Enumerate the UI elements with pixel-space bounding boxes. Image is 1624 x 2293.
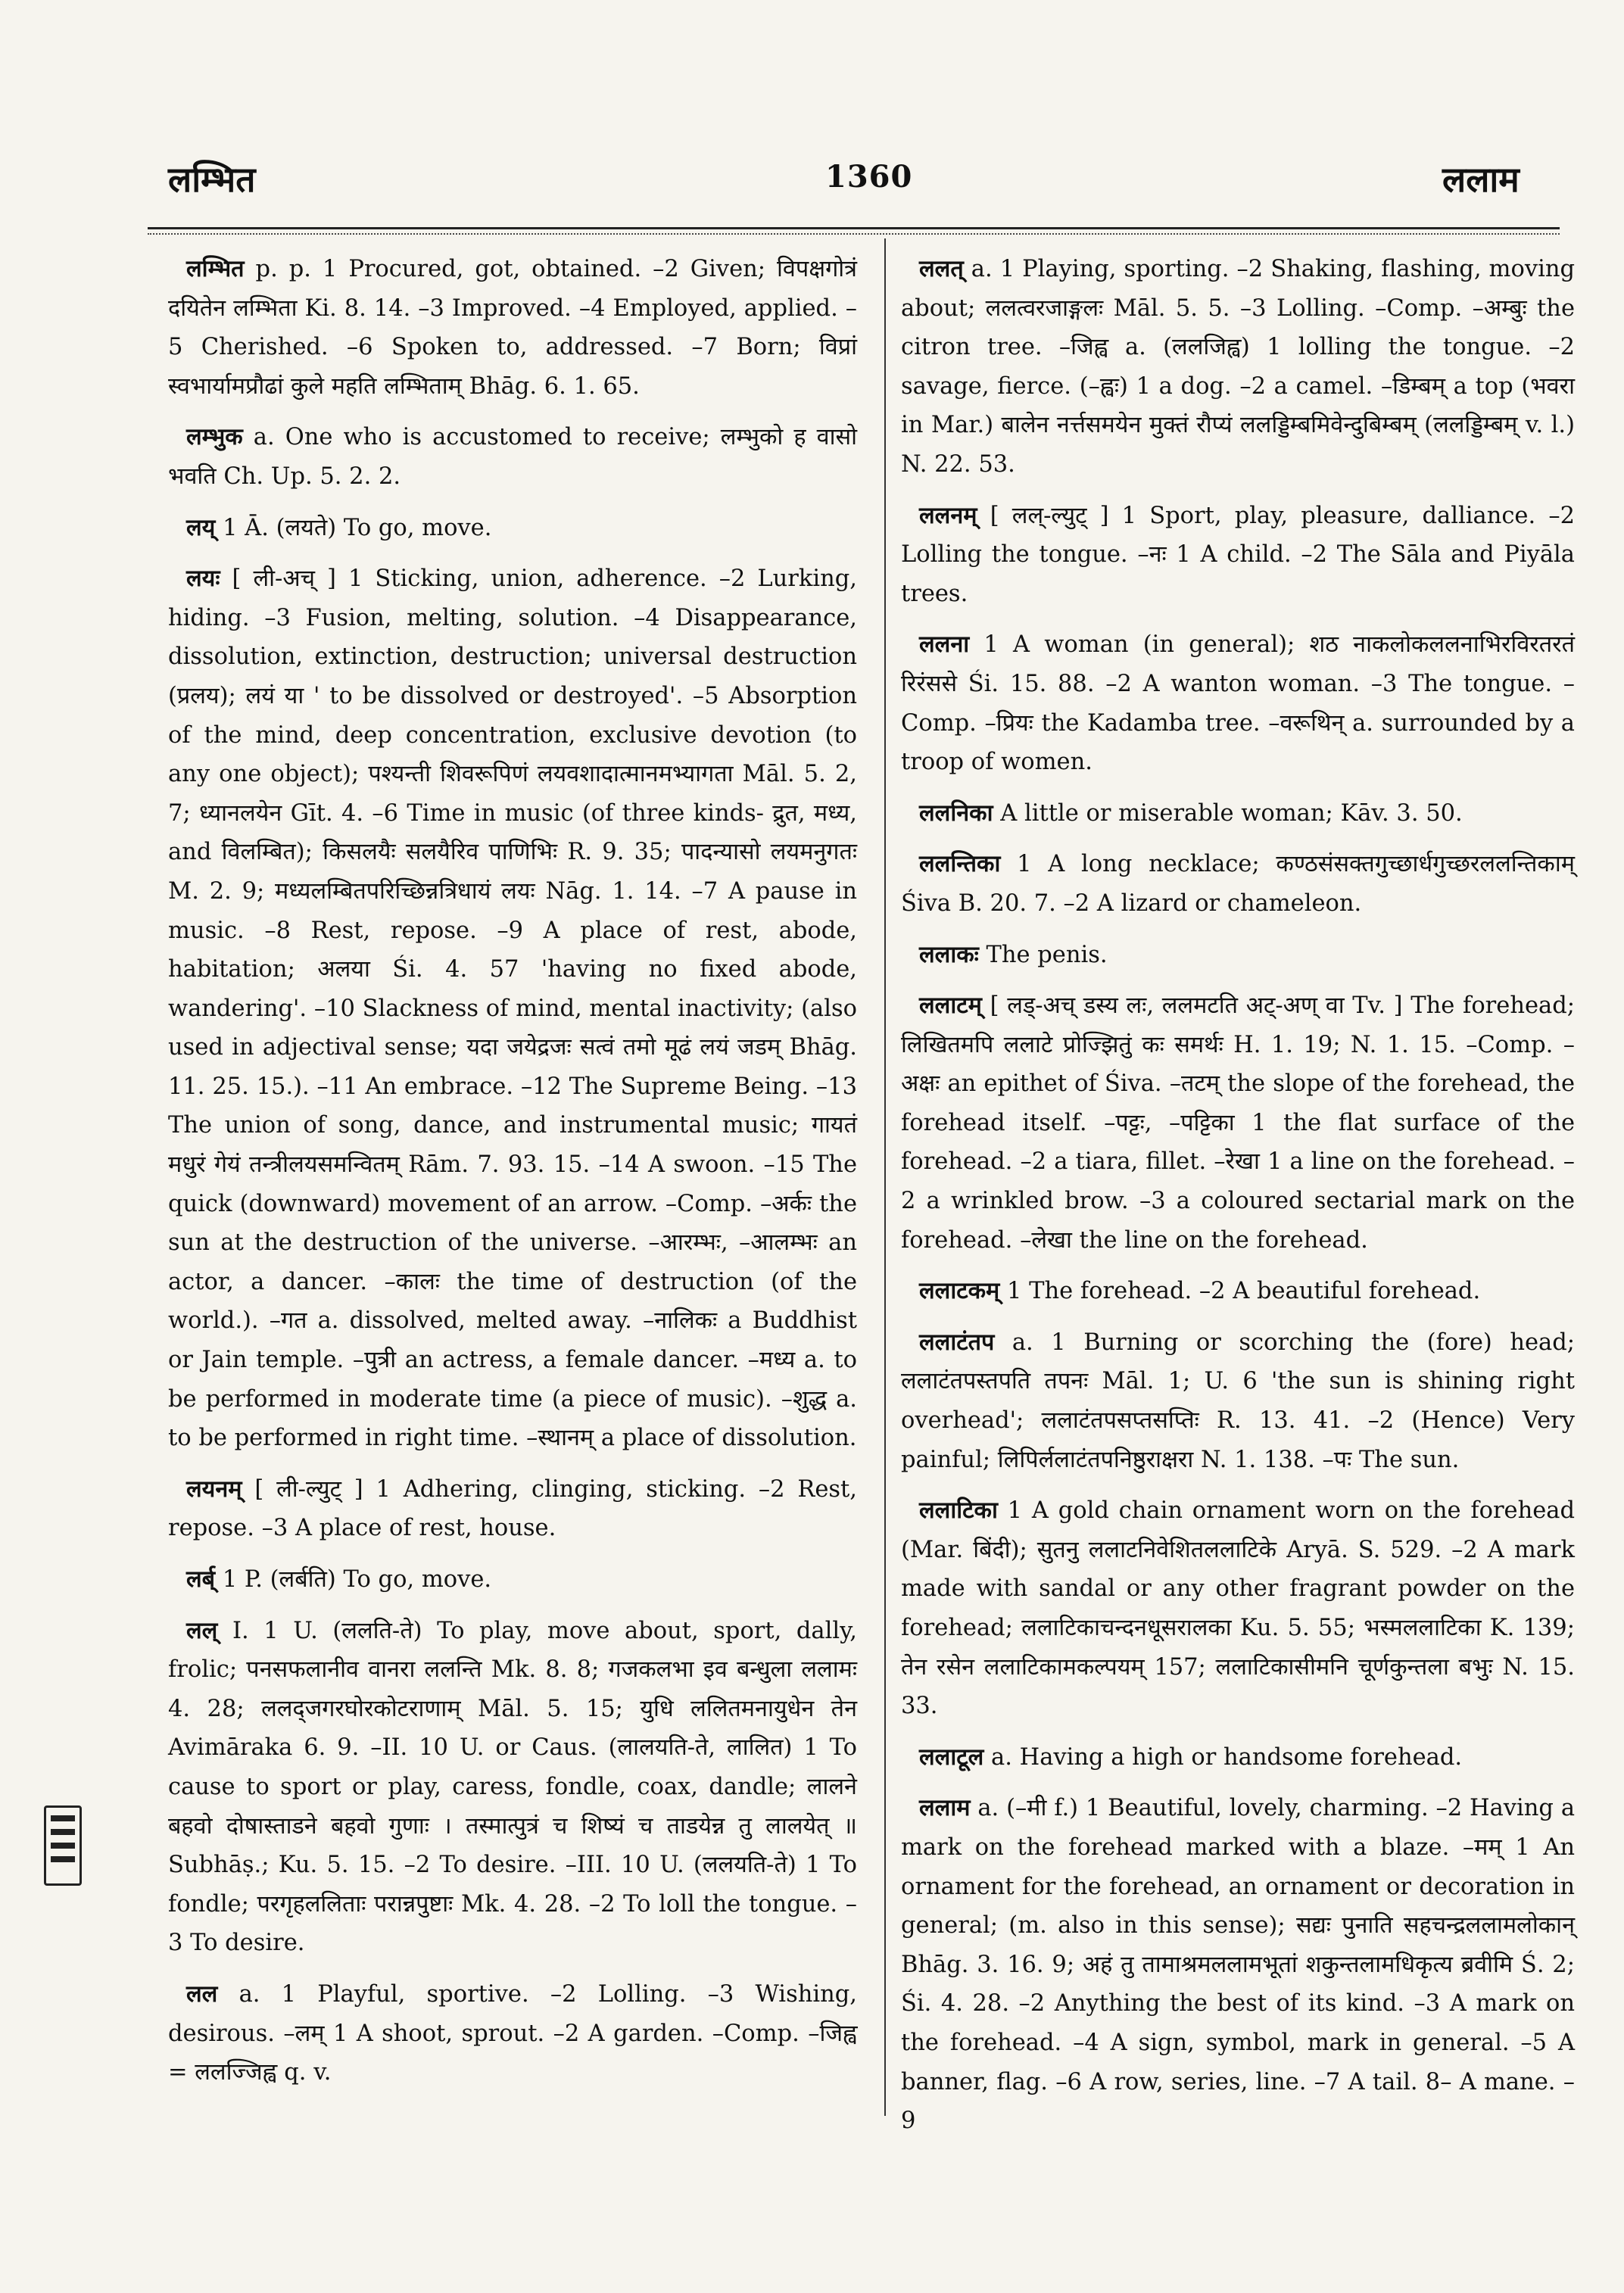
- dictionary-entry: [901, 1272, 1575, 1311]
- definition: I. 1 U. (ललति-ते) To play, move about, sport, dally, frolic; पनसफलानीव वानरा ललन्ति Mk. 8. 8; गजकलभा इव बन्धुला ललामः 4. 28; ललद्जगरघोरकोटराणाम् Māl. 5. 15; युधि ललितमनायुधेन तेन Avimāraka 6. 9. –II. 10 U. or Caus. (लालयति-ते, लालित) 1 To cause to sport or play, caress, fondle, coax, dandle; लालने बहवो दोषास्ताडने बहवो गुणाः । तस्मात्पुत्रं च शिष्यं च ताडयेन्न तु लालयेत् ॥ Subhāṣ.; Ku. 5. 15. –2 To desire. –III. 10 U. (ललयति-ते) 1 To fondle; परगृहललिताः परान्नपुष्टाः Mk. 4. 28. –2 To loll the tongue. –3 To desire.: [168, 1617, 858, 1957]
- column-divider: [884, 238, 886, 2116]
- headword: ललनम्: [919, 501, 977, 529]
- headword: लर्ब्: [186, 1566, 216, 1593]
- headword: ललनिका: [919, 799, 993, 827]
- headword: ललाटूल: [919, 1743, 984, 1771]
- right-column: [901, 250, 1575, 2153]
- definition: 1 A gold chain ornament worn on the forehead (Mar. बिंदी); सुतनु ललाटनिवेशितललाटिके Aryā. S. 529. –2 A mark made with sandal or any other fragrant powder on the forehead; ललाटिकाचन्दनधूसरालका Ku. 5. 55; भस्मललाटिका K. 139; तेन रसेन ललाटिकामकल्पयम् 157; ललाटिकासीमनि चूर्णकुन्तला बभुः N. 15. 33.: [901, 1497, 1575, 1720]
- definition: [ लल्-ल्युट् ] 1 Sport, play, pleasure, dalliance. –2 Lolling the tongue. –नः 1 A child. –2 The Sāla and Piyāla trees.: [901, 502, 1575, 607]
- dictionary-entry: [901, 845, 1575, 923]
- dictionary-entry: [168, 418, 857, 496]
- definition: 1 A long necklace; कण्ठसंसक्तगुच्छार्धगुच्छरललन्तिकाम् Śiva B. 20. 7. –2 A lizard or chameleon.: [901, 851, 1575, 917]
- dictionary-entry: [901, 1323, 1575, 1479]
- definition: a. One who is accustomed to receive; लम्भुको ह वासो भवति Ch. Up. 5. 2. 2.: [168, 424, 857, 490]
- definition: a. Having a high or handsome forehead.: [991, 1743, 1463, 1771]
- headword: ललना: [919, 631, 970, 659]
- dictionary-entry: [901, 1738, 1575, 1777]
- definition: a. (–मी f.) 1 Beautiful, lovely, charming. –2 Having a mark on the forehead marked with a blaze. –मम् 1 An ornament for the forehead, an ornament or decoration in general; (m. also in this sense); सद्यः पुनाति सहचन्द्रललामलोकान् Bhāg. 3. 16. 9; अहं तु तामाश्रमललामभूतां शकुन्तलामधिकृत्य ब्रवीमि Ś. 2; Śi. 4. 28. –2 Anything the best of its kind. –3 A mark on the forehead. –4 A sign, symbol, mark in general. –5 A banner, flag. –6 A row, series, line. –7 A tail. 8– A mane. –9: [901, 1795, 1575, 2135]
- definition: [ लड्-अच् डस्य लः, ललमटति अट्-अण् वा Tv. ] The forehead; लिखितमपि ललाटे प्रोज्झितुं कः समर्थः H. 1. 19; N. 1. 15. –Comp. –अक्षः an epithet of Śiva. –तटम् the slope of the forehead, the forehead itself. –पट्टः, –पट्टिका 1 the flat surface of the forehead. –2 a tiara, fillet. –रेखा 1 a line on the forehead. –2 a wrinkled brow. –3 a coloured sectarial mark on the forehead. –लेखा the line on the forehead.: [901, 992, 1575, 1254]
- definition: a. 1 Playful, sportive. –2 Lolling. –3 Wishing, desirous. –लम् 1 A shoot, sprout. –2 A garden. –Comp. –जिह्व = ललज्जिह्व q. v.: [168, 1980, 857, 2086]
- dictionary-entry: [901, 625, 1575, 781]
- definition: [ ली-अच् ] 1 Sticking, union, adherence. –2 Lurking, hiding. –3 Fusion, melting, solution. –4 Disappearance, dissolution, extinction, destruction; universal destruction (प्रलय); लयं या ' to be dissolved or destroyed'. –5 Absorption of the mind, deep concentration, exclusive devotion (to any one object); पश्यन्ती शिवरूपिणं लयवशादात्मानमभ्यागता Māl. 5. 2, 7; ध्यानलयेन Gīt. 4. –6 Time in music (of three kinds- द्रुत, मध्य, and विलम्बित); किसलयैः सलयैरिव पाणिभिः R. 9. 35; पादन्यासो लयमनुगतः M. 2. 9; मध्यलम्बितपरिच्छिन्नत्रिधायं लयः Nāg. 1. 14. –7 A pause in music. –8 Rest, repose. –9 A place of rest, abode, habitation; अलया Śi. 4. 57 'having no fixed abode, wandering'. –10 Slackness of mind, mental inactivity; (also used in adjectival sense; यदा जयेद्रजः सत्वं तमो मूढं लयं जडम् Bhāg. 11. 25. 15.). –11 An embrace. –12 The Supreme Being. –13 The union of song, dance, and instrumental music; गायतं मधुरं गेयं तन्त्रीलयसमन्वितम् Rām. 7. 93. 15. –14 A swoon. –15 The quick (downward) movement of an arrow. –Comp. –अर्कः the sun at the destruction of the universe. –आरम्भः, –आलम्भः an actor, a dancer. –कालः the time of destruction (of the world.). –गत a. dissolved, melted away. –नालिकः a Buddhist or Jain temple. –पुत्री an actress, a female dancer. –मध्य a. to be performed in moderate time (a piece of music). –शुद्ध a. to be performed in right time. –स्थानम् a place of dissolution.: [168, 565, 857, 1452]
- dictionary-entry: [901, 794, 1575, 833]
- headword: ललाटंतप: [919, 1328, 995, 1356]
- dictionary-entry: [901, 1789, 1575, 2140]
- definition: The penis.: [986, 941, 1108, 968]
- header-rule: [148, 227, 1560, 229]
- headword: ललाम: [919, 1794, 971, 1822]
- header-rule-dotted: [148, 233, 1560, 235]
- running-head-right: ललाम: [1442, 159, 1520, 200]
- headword: लय्: [186, 513, 216, 541]
- dictionary-entry: [168, 250, 857, 406]
- definition: 1 Ā. (लयते) To go, move.: [223, 514, 492, 541]
- dictionary-entry: [168, 1975, 857, 2092]
- definition: 1 P. (लर्बति) To go, move.: [222, 1566, 492, 1593]
- dictionary-entry: [901, 1491, 1575, 1726]
- headword: लल: [186, 1980, 218, 2008]
- page-number: 1360: [825, 159, 913, 195]
- headword: लम्भित: [186, 255, 245, 282]
- running-head-left: लम्भित: [168, 159, 256, 200]
- headword: लल्: [186, 1616, 218, 1644]
- headword: लम्भुक: [186, 423, 243, 451]
- dictionary-entry: [168, 1470, 857, 1548]
- definition: a. 1 Playing, sporting. –2 Shaking, flashing, moving about; ललत्वरजाङ्गलः Māl. 5. 5. –3 Lolling. –Comp. –अम्बुः the citron tree. –जिह्व a. (ललजिह्व) 1 lolling the tongue. –2 savage, fierce. (–ह्वः) 1 a dog. –2 a camel. –डिम्बम् a top (भवरा in Mar.) बालेन नर्त्तसमयेन मुक्तं रौप्यं ललड्डिम्बमिवेन्दुबिम्बम् (ललड्डिम्बम् v. l.) N. 22. 53.: [901, 256, 1575, 478]
- dictionary-entry: [168, 509, 857, 548]
- headword: लयः: [186, 565, 220, 593]
- definition: 1 The forehead. –2 A beautiful forehead.: [1007, 1278, 1481, 1305]
- dictionary-entry: [168, 1612, 857, 1963]
- definition: A little or miserable woman; Kāv. 3. 50.: [1000, 799, 1463, 827]
- headword: लयनम्: [186, 1475, 242, 1503]
- dictionary-entry: [901, 250, 1575, 484]
- left-column: [168, 250, 857, 2105]
- definition: 1 A woman (in general); शठ नाकलोकललनाभिरविरतरतं रिरंससे Śi. 15. 88. –2 A wanton woman. –3 The tongue. –Comp. –प्रियः the Kadamba tree. –वरूथिन् a. surrounded by a troop of women.: [901, 631, 1575, 776]
- headword: ललन्तिका: [919, 850, 1001, 878]
- headword: ललत्: [919, 255, 964, 282]
- headword: ललाटिका: [919, 1497, 998, 1525]
- dictionary-entry: [901, 936, 1575, 975]
- dictionary-entry: [168, 1560, 857, 1600]
- headword: ललाटकम्: [919, 1277, 1000, 1305]
- definition: p. p. 1 Procured, got, obtained. –2 Given; विपक्षगोत्रं दयितेन लम्भिता Ki. 8. 14. –3 Improved. –4 Employed, applied. –5 Cherished. –6 Spoken to, addressed. –7 Born; विप्रां स्वभार्यामप्रौढां कुले महति लम्भिताम् Bhāg. 6. 1. 65.: [168, 256, 857, 400]
- margin-ornament-icon: [44, 1805, 82, 1886]
- headword: ललाकः: [919, 940, 979, 968]
- dictionary-entry: [168, 559, 857, 1458]
- dictionary-entry: [901, 986, 1575, 1260]
- definition: a. 1 Burning or scorching the (fore) head; ललाटंतपस्तपति तपनः Māl. 1; U. 6 'the sun is shining right overhead'; ललाटंतपसप्तसप्तिः R. 13. 41. –2 (Hence) Very painful; लिपिर्ललाटंतपनिष्ठुराक्षरा N. 1. 138. –पः The sun.: [901, 1329, 1575, 1473]
- definition: [ ली-ल्युट् ] 1 Adhering, clinging, sticking. –2 Rest, repose. –3 A place of rest, house.: [168, 1475, 857, 1542]
- headword: ललाटम्: [919, 992, 982, 1020]
- dictionary-entry: [901, 497, 1575, 614]
